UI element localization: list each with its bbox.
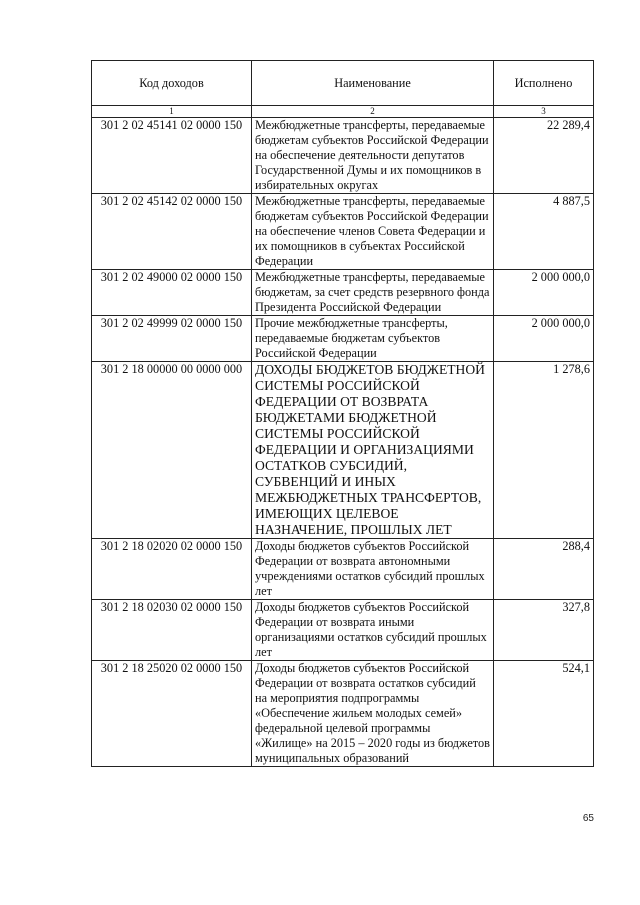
header-code: Код доходов [92, 61, 252, 106]
table-row [92, 270, 594, 316]
row-amount: 22 289,4 [494, 118, 594, 194]
table-row [92, 118, 594, 194]
table-row [92, 539, 594, 600]
column-number: 3 [494, 106, 594, 118]
row-amount: 1 278,6 [494, 362, 594, 539]
row-name: Межбюджетные трансферты, передаваемые бюджетам, за счет средств резервного фонда Президента Российской Федерации [252, 270, 494, 316]
row-name: Межбюджетные трансферты, передаваемые бюджетам субъектов Российской Федерации на обеспечение деятельности депутатов Государственной Думы и их помощников в избирательных округах [252, 118, 494, 194]
row-amount: 4 887,5 [494, 194, 594, 270]
row-amount: 2 000 000,0 [494, 316, 594, 362]
table-header-row [92, 61, 594, 106]
row-amount: 288,4 [494, 539, 594, 600]
table-row [92, 194, 594, 270]
row-amount: 2 000 000,0 [494, 270, 594, 316]
table-row [92, 600, 594, 661]
row-name: ДОХОДЫ БЮДЖЕТОВ БЮДЖЕТНОЙ СИСТЕМЫ РОССИЙСКОЙ ФЕДЕРАЦИИ ОТ ВОЗВРАТА БЮДЖЕТАМИ БЮДЖЕТНОЙ СИСТЕМЫ РОССИЙСКОЙ ФЕДЕРАЦИИ И ОРГАНИЗАЦИЯМИ ОСТАТКОВ СУБСИДИЙ, СУБВЕНЦИЙ И ИНЫХ МЕЖБЮДЖЕТНЫХ ТРАНСФЕРТОВ, ИМЕЮЩИХ ЦЕЛЕВОЕ НАЗНАЧЕНИЕ, ПРОШЛЫХ ЛЕТ [252, 362, 494, 539]
row-name: Прочие межбюджетные трансферты, передаваемые бюджетам субъектов Российской Федерации [252, 316, 494, 362]
row-code: 301 2 02 45141 02 0000 150 [92, 118, 252, 194]
row-code: 301 2 18 00000 00 0000 000 [92, 362, 252, 539]
table-row [92, 316, 594, 362]
page-number: 65 [582, 813, 594, 824]
column-number: 1 [92, 106, 252, 118]
header-amount: Исполнено [494, 61, 594, 106]
row-amount: 327,8 [494, 600, 594, 661]
row-name: Доходы бюджетов субъектов Российской Федерации от возврата остатков субсидий на мероприятия подпрограммы «Обеспечение жильем молодых семей» федеральной целевой программы «Жилище» на 2015 – 2020 годы из бюджетов муниципальных образований [252, 661, 494, 767]
table-row [92, 661, 594, 767]
table-row [92, 362, 594, 539]
row-name: Доходы бюджетов субъектов Российской Федерации от возврата автономными учреждениями остатков субсидий прошлых лет [252, 539, 494, 600]
header-name: Наименование [252, 61, 494, 106]
row-code: 301 2 18 25020 02 0000 150 [92, 661, 252, 767]
row-name: Доходы бюджетов субъектов Российской Федерации от возврата иными организациями остатков субсидий прошлых лет [252, 600, 494, 661]
row-code: 301 2 02 45142 02 0000 150 [92, 194, 252, 270]
column-number: 2 [252, 106, 494, 118]
row-code: 301 2 18 02020 02 0000 150 [92, 539, 252, 600]
row-code: 301 2 02 49999 02 0000 150 [92, 316, 252, 362]
column-number-row [92, 106, 594, 118]
row-name: Межбюджетные трансферты, передаваемые бюджетам субъектов Российской Федерации на обеспечение членов Совета Федерации и их помощников в субъектах Российской Федерации [252, 194, 494, 270]
row-amount: 524,1 [494, 661, 594, 767]
row-code: 301 2 02 49000 02 0000 150 [92, 270, 252, 316]
row-code: 301 2 18 02030 02 0000 150 [92, 600, 252, 661]
revenue-table [91, 60, 594, 767]
